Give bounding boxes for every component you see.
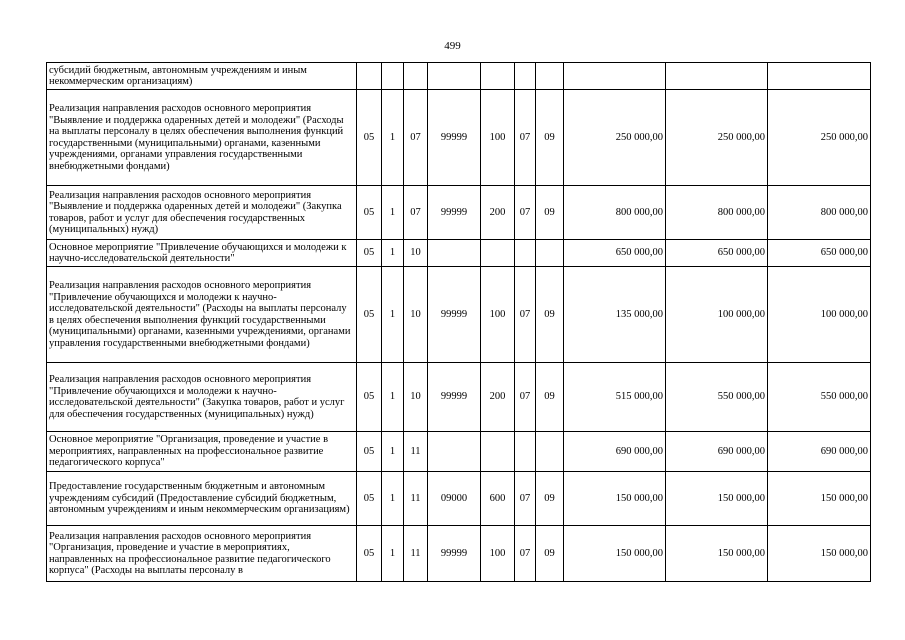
code-section: 07 bbox=[515, 363, 536, 432]
code-program: 1 bbox=[382, 186, 404, 240]
amount-year-2: 550 000,00 bbox=[666, 363, 768, 432]
code-ministry: 05 bbox=[357, 432, 382, 472]
row-description: Реализация направления расходов основного мероприятия "Привлечение обучающихся и молодежи к научно-исследовательской деятельности" (Расходы на выплаты персоналу в целях обеспечения выполнения функций государственными (муниципальными) органами, казенными учреждениями, органами управления государственными внебюджетными фондами) bbox=[47, 267, 357, 363]
amount-year-3 bbox=[768, 63, 871, 90]
amount-year-2: 250 000,00 bbox=[666, 90, 768, 186]
code-section: 07 bbox=[515, 526, 536, 582]
code-subprogram: 11 bbox=[404, 432, 428, 472]
amount-year-1: 800 000,00 bbox=[564, 186, 666, 240]
code-direction: 99999 bbox=[428, 526, 481, 582]
code-subprogram: 07 bbox=[404, 90, 428, 186]
code-direction: 09000 bbox=[428, 472, 481, 526]
code-subsection bbox=[536, 432, 564, 472]
code-section: 07 bbox=[515, 186, 536, 240]
code-program: 1 bbox=[382, 240, 404, 267]
code-subsection bbox=[536, 63, 564, 90]
code-ministry: 05 bbox=[357, 526, 382, 582]
amount-year-3: 250 000,00 bbox=[768, 90, 871, 186]
code-subsection: 09 bbox=[536, 472, 564, 526]
row-description: субсидий бюджетным, автономным учреждениям и иным некоммерческим организациям) bbox=[47, 63, 357, 90]
table-row bbox=[47, 267, 871, 363]
code-ministry: 05 bbox=[357, 90, 382, 186]
code-program bbox=[382, 63, 404, 90]
code-direction: 99999 bbox=[428, 90, 481, 186]
amount-year-2: 690 000,00 bbox=[666, 432, 768, 472]
code-expense-type: 100 bbox=[481, 526, 515, 582]
code-subsection: 09 bbox=[536, 90, 564, 186]
table-row bbox=[47, 472, 871, 526]
row-description: Реализация направления расходов основного мероприятия "Выявление и поддержка одаренных детей и молодежи" (Расходы на выплаты персоналу в целях обеспечения выполнения функций государственными (муниципальными) органами, казенными учреждениями, органами управления государственными внебюджетными фондами) bbox=[47, 90, 357, 186]
code-subprogram: 10 bbox=[404, 363, 428, 432]
amount-year-2: 650 000,00 bbox=[666, 240, 768, 267]
code-section: 07 bbox=[515, 90, 536, 186]
code-direction: 99999 bbox=[428, 186, 481, 240]
code-expense-type bbox=[481, 432, 515, 472]
row-description: Реализация направления расходов основного мероприятия "Организация, проведение и участие в мероприятиях, направленных на профессиональное развитие педагогического корпуса" (Расходы на выплаты персоналу в bbox=[47, 526, 357, 582]
code-expense-type: 200 bbox=[481, 186, 515, 240]
table-row bbox=[47, 186, 871, 240]
code-section bbox=[515, 63, 536, 90]
code-ministry: 05 bbox=[357, 186, 382, 240]
table-row bbox=[47, 363, 871, 432]
code-expense-type bbox=[481, 63, 515, 90]
amount-year-3: 650 000,00 bbox=[768, 240, 871, 267]
amount-year-3: 100 000,00 bbox=[768, 267, 871, 363]
amount-year-1: 690 000,00 bbox=[564, 432, 666, 472]
code-program: 1 bbox=[382, 432, 404, 472]
code-expense-type: 600 bbox=[481, 472, 515, 526]
page-number: 499 bbox=[444, 40, 461, 52]
code-expense-type: 200 bbox=[481, 363, 515, 432]
amount-year-1: 150 000,00 bbox=[564, 472, 666, 526]
code-direction: 99999 bbox=[428, 267, 481, 363]
code-program: 1 bbox=[382, 363, 404, 432]
amount-year-2: 100 000,00 bbox=[666, 267, 768, 363]
row-description: Предоставление государственным бюджетным и автономным учреждениям субсидий (Предоставление субсидий бюджетным, автономным учреждениям и иным некоммерческим организациям) bbox=[47, 472, 357, 526]
code-subsection: 09 bbox=[536, 267, 564, 363]
code-subsection: 09 bbox=[536, 186, 564, 240]
table-row bbox=[47, 526, 871, 582]
amount-year-1: 515 000,00 bbox=[564, 363, 666, 432]
amount-year-1: 650 000,00 bbox=[564, 240, 666, 267]
code-direction bbox=[428, 240, 481, 267]
code-subsection: 09 bbox=[536, 526, 564, 582]
row-description: Основное мероприятие "Организация, проведение и участие в мероприятиях, направленных на профессиональное развитие педагогического корпуса" bbox=[47, 432, 357, 472]
amount-year-1 bbox=[564, 63, 666, 90]
amount-year-3: 800 000,00 bbox=[768, 186, 871, 240]
budget-table bbox=[46, 62, 871, 582]
code-ministry: 05 bbox=[357, 472, 382, 526]
code-direction bbox=[428, 63, 481, 90]
code-program: 1 bbox=[382, 90, 404, 186]
code-expense-type bbox=[481, 240, 515, 267]
code-subprogram: 11 bbox=[404, 526, 428, 582]
code-program: 1 bbox=[382, 267, 404, 363]
amount-year-2: 800 000,00 bbox=[666, 186, 768, 240]
table-row bbox=[47, 432, 871, 472]
row-description: Реализация направления расходов основного мероприятия "Привлечение обучающихся и молодежи к научно-исследовательской деятельности" (Закупка товаров, работ и услуг для обеспечения государственных (муниципальных) нужд) bbox=[47, 363, 357, 432]
code-direction: 99999 bbox=[428, 363, 481, 432]
code-subprogram: 10 bbox=[404, 240, 428, 267]
amount-year-3: 150 000,00 bbox=[768, 472, 871, 526]
table-row bbox=[47, 240, 871, 267]
table-row bbox=[47, 63, 871, 90]
code-ministry: 05 bbox=[357, 240, 382, 267]
code-ministry bbox=[357, 63, 382, 90]
amount-year-3: 690 000,00 bbox=[768, 432, 871, 472]
code-section: 07 bbox=[515, 472, 536, 526]
amount-year-1: 135 000,00 bbox=[564, 267, 666, 363]
row-description: Реализация направления расходов основного мероприятия "Выявление и поддержка одаренных детей и молодежи" (Закупка товаров, работ и услуг для обеспечения государственных (муниципальных) нужд) bbox=[47, 186, 357, 240]
code-section: 07 bbox=[515, 267, 536, 363]
code-program: 1 bbox=[382, 526, 404, 582]
code-expense-type: 100 bbox=[481, 90, 515, 186]
code-expense-type: 100 bbox=[481, 267, 515, 363]
amount-year-3: 550 000,00 bbox=[768, 363, 871, 432]
code-subprogram bbox=[404, 63, 428, 90]
code-section bbox=[515, 240, 536, 267]
amount-year-2 bbox=[666, 63, 768, 90]
row-description: Основное мероприятие "Привлечение обучающихся и молодежи к научно-исследовательской деятельности" bbox=[47, 240, 357, 267]
amount-year-1: 250 000,00 bbox=[564, 90, 666, 186]
amount-year-2: 150 000,00 bbox=[666, 526, 768, 582]
table-row bbox=[47, 90, 871, 186]
code-direction bbox=[428, 432, 481, 472]
code-subprogram: 10 bbox=[404, 267, 428, 363]
code-subsection: 09 bbox=[536, 363, 564, 432]
code-section bbox=[515, 432, 536, 472]
code-subprogram: 11 bbox=[404, 472, 428, 526]
code-ministry: 05 bbox=[357, 363, 382, 432]
amount-year-1: 150 000,00 bbox=[564, 526, 666, 582]
code-ministry: 05 bbox=[357, 267, 382, 363]
amount-year-2: 150 000,00 bbox=[666, 472, 768, 526]
code-subprogram: 07 bbox=[404, 186, 428, 240]
code-program: 1 bbox=[382, 472, 404, 526]
amount-year-3: 150 000,00 bbox=[768, 526, 871, 582]
code-subsection bbox=[536, 240, 564, 267]
